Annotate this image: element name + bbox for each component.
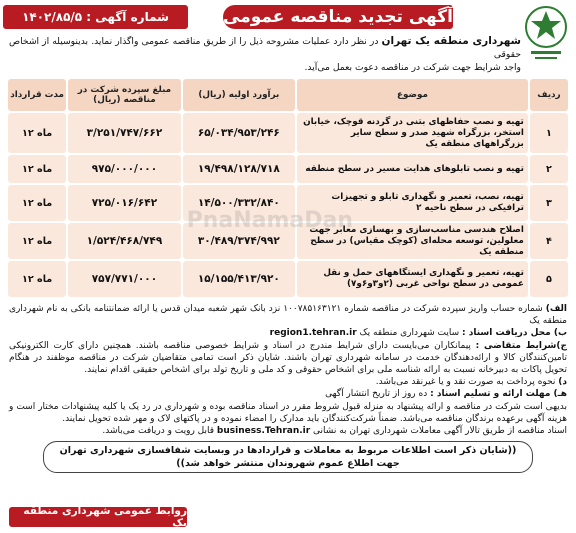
col-header-deposit: مبلغ سپرده شرکت در مناقصه (ریال) (68, 79, 180, 111)
note-be (9, 327, 567, 339)
table-row (8, 113, 568, 153)
table-row (8, 261, 568, 297)
table-row (8, 155, 568, 183)
note-dal (9, 376, 567, 388)
note-final-1: بدیهی است شرکت در مناقصه و ارائه پیشنهاد به منزله قبول شروط مقرر در اسناد مناقصه بوده و شهرداری در رد یک یا کلیه پیشنهادات مختار است و هزینه آگهی برعهده برندگان مناقصه می‌باشد. ضمناً شرکت‌کنندگان باید مدارک را امضاء نموده و در پاکتهای لاک و مهر شده تحویل نمایند. (9, 401, 567, 424)
cell-duration: ۱۲ ماه (8, 155, 66, 183)
note-alef (9, 303, 567, 327)
cell-deposit: ۳/۲۵۱/۷۴۷/۶۶۲ (68, 113, 180, 153)
cell-deposit: ۷۵۷/۷۷۱/۰۰۰ (68, 261, 180, 297)
note-jim (9, 340, 567, 377)
cell-row: ۱ (530, 113, 568, 153)
cell-row: ۲ (530, 155, 568, 183)
cell-duration: ۱۲ ماه (8, 223, 66, 259)
intro-text-1: در نظر دارد عملیات مشروحه ذیل را از طریق مناقصه عمومی واگذار نماید. بدینوسیله از اشخاص حقوقی (9, 36, 521, 60)
cell-estimate: ۱۵/۱۵۵/۴۱۳/۹۲۰ (183, 261, 295, 297)
ad-notes (9, 303, 567, 437)
cell-subject: اصلاح هندسی مناسب‌سازی و بهسازی معابر جهت معلولین، توسعه محله‌ای (کوچک مقیاس) در سطح منطقه یک (297, 223, 528, 259)
note-be-label: ب) محل دریافت اسناد : (462, 328, 567, 339)
cell-subject: تهیه، نصب، تعمیر و نگهداری تابلو و تجهیزات ترافیکی در سطح ناحیه ۲ (297, 185, 528, 221)
cell-estimate: ۶۵/۰۳۴/۹۵۳/۲۴۶ (183, 113, 295, 153)
note-final-2 (9, 425, 567, 437)
public-relations-signature: روابط عمومی شهرداری منطقه یک (9, 507, 187, 527)
note-he-text: ده روز از تاریخ انتشار آگهی (325, 389, 431, 400)
cell-deposit: ۷۲۵/۰۱۶/۶۴۲ (68, 185, 180, 221)
org-name: شهرداری منطقه یک تهران (381, 35, 522, 47)
cell-estimate: ۱۴/۵۰۰/۳۳۲/۸۴۰ (183, 185, 295, 221)
note-dal-label: د) (558, 377, 567, 388)
intro-paragraph (9, 35, 521, 74)
cell-deposit: ۹۷۵/۰۰۰/۰۰۰ (68, 155, 180, 183)
note-final-2-a: اسناد مناقصه از طریق تالار آگهی معاملات شهرداری تهران به نشانی (310, 426, 567, 437)
ad-title: آگهی تجدید مناقصه عمومی (223, 7, 453, 27)
cell-subject: تهیه و نصب حفاظهای بتنی در گردنه قوچک، خیابان استخر، بزرگراه شهید صدر و سطح سایر بزرگراههای منطقه یک (297, 113, 528, 153)
cell-duration: ۱۲ ماه (8, 113, 66, 153)
cell-duration: ۱۲ ماه (8, 185, 66, 221)
cell-deposit: ۱/۵۲۴/۴۶۸/۷۴۹ (68, 223, 180, 259)
business-site-link[interactable]: business.Tehran.ir (216, 426, 311, 437)
note-alef-text: شماره حساب واریز سپرده شرکت در مناقصه شماره ۱۰۰۷۸۵۱۶۳۱۲۱ نزد بانک شهر شعبه میدان قدس یا ارائه ضمانتنامه بانکی به نام شهرداری منطقه یک (9, 304, 567, 327)
note-dal-text: نحوه پرداخت به صورت نقد و یا غیرنقد می‌باشد. (375, 377, 559, 388)
cell-row: ۴ (530, 223, 568, 259)
cell-estimate: ۱۹/۴۹۸/۱۲۸/۷۱۸ (183, 155, 295, 183)
transparency-line-1: ((شایان ذکر است اطلاعات مربوط به معاملات و قراردادها در وبسایت شفافسازی شهرداری تهران (59, 445, 517, 457)
transparency-notice (43, 441, 533, 473)
note-final-2-b: قابل رویت و دریافت می‌باشد. (102, 426, 217, 437)
tender-table (6, 77, 570, 299)
region-site-link[interactable]: region1.tehran.ir (269, 328, 357, 339)
table-row (8, 185, 568, 221)
note-he-label: هـ) مهلت ارائه و تسلیم اسناد : (430, 389, 567, 400)
col-header-estimate: برآورد اولیه (ریال) (183, 79, 295, 111)
note-be-text: سایت شهرداری منطقه یک (356, 328, 463, 339)
note-jim-text: پیمانکاران می‌بایست دارای شرایط مندرج در اسناد و شرایط خصوصی مناقصه باشند. همچنین دارای کارت الکترونیکی تامین‌کنندگان کالا و ارائه‌دهندگان خدمت در سامانه شهرداری تهران باشند. شایان ذکر است تمامی متقاضیان شرکت در مناقصه موظفند در هنگام تحویل پاکات به دبیرخانه نسبت به ارائه شناسه ملی برای اشخاص حقوقی و کد ملی و تاریخ تولد برای اشخاص حقیقی اقدام نمایند. (9, 340, 567, 376)
watermark: PnaNamaDan (186, 208, 353, 233)
intro-text-2: واجد شرایط جهت شرکت در مناقصه دعوت بعمل می‌آید. (304, 62, 521, 73)
cell-estimate: ۳۰/۴۸۹/۳۷۴/۹۹۲ (183, 223, 295, 259)
col-header-duration: مدت قرارداد (8, 79, 66, 111)
note-jim-label: ج)شرایط متقاضی : (475, 340, 568, 351)
ad-number: شماره آگهی : ۱۴۰۲/۸۵/۵ (3, 5, 188, 29)
col-header-row: ردیف (530, 79, 568, 111)
note-he (9, 388, 567, 400)
tehran-municipality-logo-icon (523, 5, 569, 65)
tender-ad (3, 3, 573, 527)
transparency-line-2: جهت اطلاع عموم شهروندان منتشر خواهد شد)) (176, 458, 400, 470)
cell-subject: تهیه، تعمیر و نگهداری ایستگاههای حمل و نقل عمومی در سطح نواحی غربی (۲و۳و۶و۷) (297, 261, 528, 297)
col-header-subject: موضوع (297, 79, 528, 111)
cell-duration: ۱۲ ماه (8, 261, 66, 297)
note-alef-label: الف) (545, 304, 567, 314)
ad-header (3, 3, 573, 33)
cell-row: ۵ (530, 261, 568, 297)
cell-subject: تهیه و نصب تابلوهای هدایت مسیر در سطح منطقه (297, 155, 528, 183)
cell-row: ۳ (530, 185, 568, 221)
table-header-row (8, 79, 568, 111)
table-row (8, 223, 568, 259)
